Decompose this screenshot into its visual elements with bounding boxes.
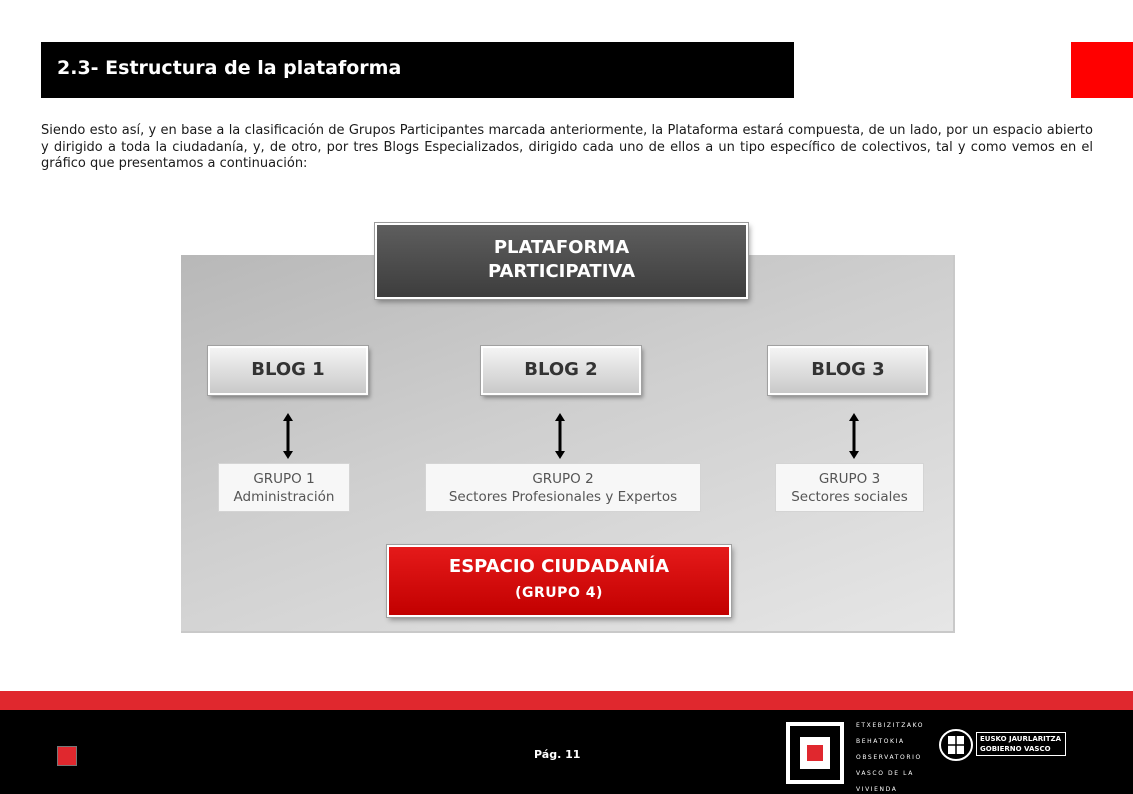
observatorio-line: ETXEBIZITZAKO [856, 722, 925, 729]
intro-paragraph: Siendo esto así, y en base a la clasificación de Grupos Participantes marcada anteriormente, la Plataforma estará compuesta, de un lado, por un espacio abierto y dirigido a toda la ciudadanía, y, de otro, por tres Blogs Especializados, dirigido cada uno de ellos a un tipo específico de colectivos, tal y como vemos en el gráfico que presentamos a continuación: [41, 123, 1093, 171]
observatorio-line: VIVIENDA [856, 786, 898, 793]
group-1-label: GRUPO 1 [253, 471, 315, 487]
section-title-bar [41, 42, 794, 98]
platform-label-line2: PARTICIPATIVA [487, 261, 636, 282]
observatorio-line: OBSERVATORIO [856, 754, 922, 761]
group-1-description: Administración [233, 489, 335, 505]
group-2-box [425, 463, 701, 512]
red-decorative-square [1071, 42, 1133, 98]
group-3-box [775, 463, 924, 512]
gobierno-line-1: EUSKO JAURLARITZA [980, 735, 1062, 743]
gobierno-vasco-wordmark [976, 732, 1066, 756]
group-2-label: GRUPO 2 [532, 471, 594, 487]
observatorio-line: VASCO DE LA [856, 770, 914, 777]
blog-2-box: BLOG 2 [481, 346, 641, 395]
double-arrow-icon [281, 413, 295, 459]
platform-box [375, 223, 748, 299]
espacio-title: ESPACIO CIUDADANÍA [448, 556, 670, 577]
footer-red-square [57, 746, 77, 766]
group-1-box [218, 463, 350, 512]
observatorio-wordmark [856, 718, 925, 794]
double-arrow-icon [847, 413, 861, 459]
section-title: 2.3- Estructura de la plataforma [57, 57, 402, 79]
gobierno-vasco-emblem-icon [938, 728, 974, 762]
blog-1-box: BLOG 1 [208, 346, 368, 395]
gobierno-line-2: GOBIERNO VASCO [980, 745, 1051, 753]
double-arrow-icon [553, 413, 567, 459]
observatorio-line: BEHATOKIA [856, 738, 905, 745]
observatorio-logo-icon [786, 722, 844, 784]
page-number: Pág. 11 [534, 748, 581, 761]
footer-red-stripe [0, 691, 1133, 710]
group-3-description: Sectores sociales [791, 489, 908, 505]
platform-label-line1: PLATAFORMA [493, 237, 630, 258]
group-3-label: GRUPO 3 [818, 471, 881, 487]
espacio-ciudadania-box [387, 545, 731, 617]
blog-3-box: BLOG 3 [768, 346, 928, 395]
espacio-subtitle: (GRUPO 4) [515, 585, 603, 601]
group-2-description: Sectores Profesionales y Expertos [448, 489, 678, 505]
